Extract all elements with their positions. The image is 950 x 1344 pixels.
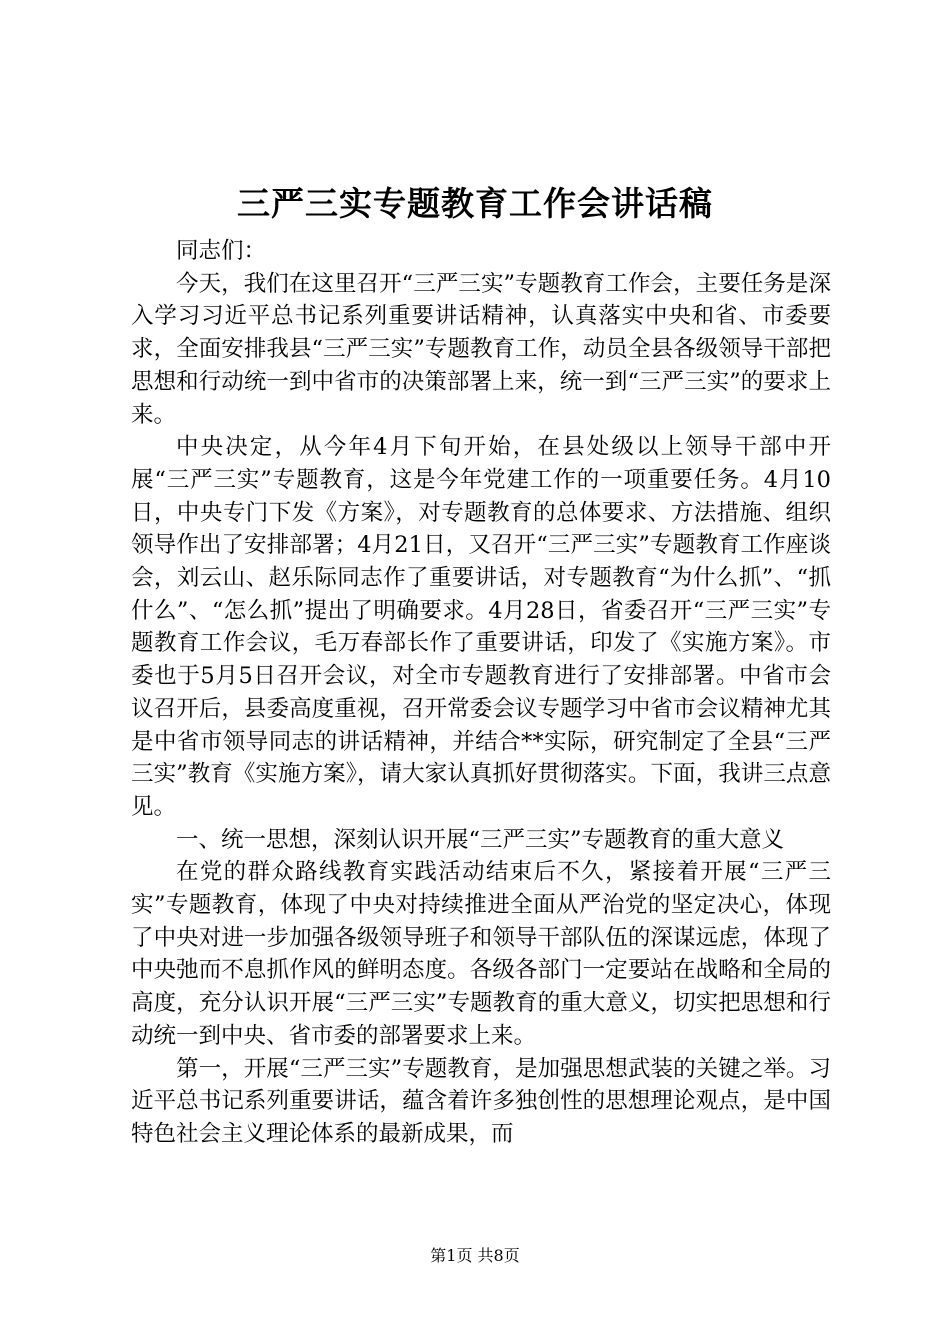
section-heading: 一、统一思想，深刻认识开展“三严三实”专题教育的重大意义 [176, 826, 785, 853]
document-body [131, 235, 831, 1151]
page-number-footer: 第1页 共8页 [430, 1246, 520, 1265]
salutation: 同志们： [176, 238, 267, 264]
paragraph: 中央决定，从今年4月下旬开始，在县处级以上领导干部中开展“三严三实”专题教育，这是今年党建工作的一项重要任务。4月10日，中央专门下发《方案》，对专题教育的总体要求、方法措施、组织领导作出了安排部署；4月21日，又召开“三严三实”专题教育工作座谈会，刘云山、赵乐际同志作了重要讲话，对专题教育“为什么抓”、“抓什么”、“怎么抓”提出了明确要求。4月28日，省委召开“三严三实”专题教育工作会议，毛万春部长作了重要讲话，印发了《实施方案》。市委也于5月5日召开会议，对全市专题教育进行了安排部署。中省市会议召开后，县委高度重视，召开常委会议专题学习中省市会议精神尤其是中省市领导同志的讲话精神，并结合**实际，研究制定了全县“三严三实”教育《实施方案》，请大家认真抓好贯彻落实。下面，我讲三点意见。 [131, 434, 831, 820]
paragraph: 在党的群众路线教育实践活动结束后不久，紧接着开展“三严三实”专题教育，体现了中央对持续推进全面从严治党的坚定决心，体现了中央对进一步加强各级领导班子和领导干部队伍的深谋远虑，体现了中央弛而不息抓作风的鲜明态度。各级各部门一定要站在战略和全局的高度，充分认识开展“三严三实”专题教育的重大意义，切实把思想和行动统一到中央、省市委的部署要求上来。 [131, 859, 831, 1049]
document-title: 三严三实专题教育工作会讲话稿 [237, 184, 713, 223]
paragraph: 今天，我们在这里召开“三严三实”专题教育工作会，主要任务是深入学习习近平总书记系列重要讲话精神，认真落实中央和省、市委要求，全面安排我县“三严三实”专题教育工作，动员全县各级领导干部把思想和行动统一到中省市的决策部署上来，统一到“三严三实”的要求上来。 [131, 270, 831, 428]
paragraph: 第一，开展“三严三实”专题教育，是加强思想武装的关键之举。习近平总书记系列重要讲话，蕴含着许多独创性的思想理论观点，是中国特色社会主义理论体系的最新成果，而 [131, 1055, 831, 1147]
